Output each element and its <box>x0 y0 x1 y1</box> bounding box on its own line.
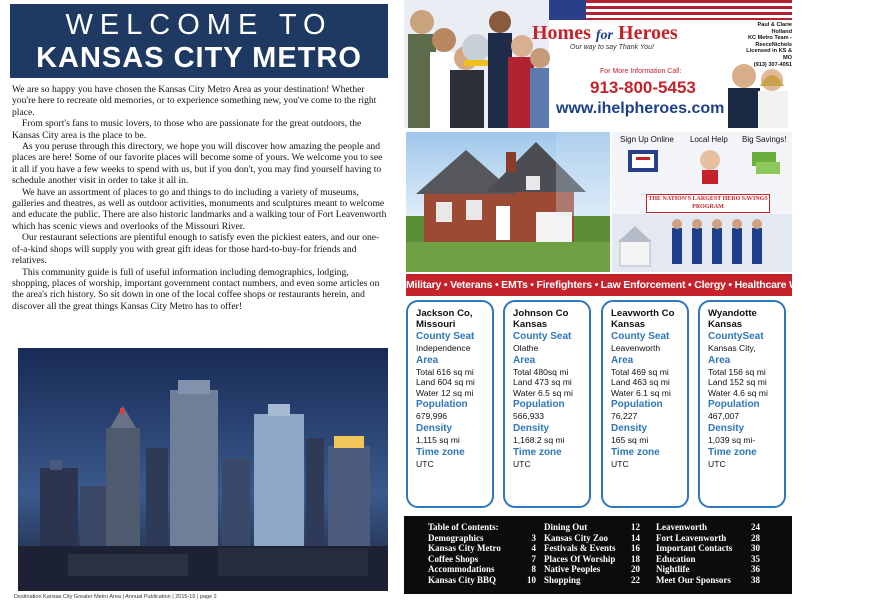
timezone-value: UTC <box>611 458 629 469</box>
population-value: 76,227 <box>611 411 638 422</box>
agent-line: Paul & Clarie Holland <box>757 22 792 35</box>
toc-entry-page: 7 <box>531 553 536 564</box>
density-heading: Density <box>708 422 745 434</box>
intro-paragraph-6: This community guide is full of useful information including demographics, lodging, shopping, places of worship, important government contact numbers, and even some articles on the area's rich history. So sit down in one of the local coffee shops or restaurants herein, and discover all the great things Kansas City Metro has to offer! <box>12 266 380 312</box>
area-heading: Area <box>708 354 731 366</box>
area-land: Land 463 sq mi <box>611 377 670 388</box>
population-value: 467,007 <box>708 411 740 422</box>
area-heading: Area <box>416 354 439 366</box>
toc-entry-page: 8 <box>531 564 536 575</box>
house-photo <box>406 132 610 272</box>
county-seat-value: Independence <box>416 343 471 353</box>
toc-entry-label: Fort Leavenworth <box>656 532 727 543</box>
toc-entry-page: 35 <box>751 553 760 564</box>
density-value: 1,039 sq mi- <box>708 434 756 445</box>
promo-panel <box>612 132 792 272</box>
toc-entry-label: Accommodations <box>428 564 495 575</box>
house-illustration <box>406 132 610 272</box>
agents-photo <box>722 56 792 128</box>
area-land: Land 604 sq mi <box>416 377 475 388</box>
toc-entry-label: Meet Our Sponsors <box>656 575 731 585</box>
intro-paragraph-2: From sport's fans to music lovers, to those who are passionate for the great outdoors, the Kansas City area is the place to be. <box>12 118 362 141</box>
area-land: Land 473 sq mi <box>513 377 572 388</box>
hero-categories-bar: Military • Veterans • EMTs • Firefighters • Law Enforcement • Clergy • Healthcare Workers • Teachers <box>406 274 792 296</box>
county-card-wyandotte <box>698 300 786 508</box>
toc-entry-page: 18 <box>631 553 640 564</box>
population-heading: Population <box>416 399 468 411</box>
timezone-heading: Time zone <box>416 446 465 458</box>
toc-entry-page: 12 <box>631 522 640 532</box>
area-total: Total 469 sq mi <box>611 366 669 377</box>
intro-text <box>12 84 388 312</box>
timezone-heading: Time zone <box>513 446 562 458</box>
density-heading: Density <box>611 422 648 434</box>
toc-entry-page: 3 <box>531 532 536 543</box>
county-state: Missouri <box>416 319 456 330</box>
population-value: 566,933 <box>513 411 545 422</box>
intro-paragraph-5: Our restaurant selections are plentiful enough to satisfy even the pickiest eaters, and our one-of-a-kind shops will supply you with great gift ideas for those hard-to-buy-for friends and relatives. <box>12 232 380 267</box>
area-total: Total 156 sq mi <box>708 366 766 377</box>
county-name: Wyandotte <box>708 308 757 319</box>
area-water: Water 12 sq mi <box>416 387 474 398</box>
county-card-johnson <box>503 300 591 508</box>
county-seat-heading: County Seat <box>416 331 475 342</box>
area-heading: Area <box>611 354 634 366</box>
toc-entry-label: Coffee Shops <box>428 553 479 564</box>
county-seat-heading: County Seat <box>611 331 670 342</box>
county-name: Johnson Co <box>513 308 569 319</box>
toc-entry-label: Kansas City Metro <box>428 543 501 554</box>
timezone-value: UTC <box>416 458 434 469</box>
population-heading: Population <box>611 399 663 411</box>
density-value: 1,115 sq mi <box>416 434 460 445</box>
heroes-group-photo <box>404 0 549 128</box>
toc-entry-page: 22 <box>631 575 640 585</box>
left-page <box>0 0 396 602</box>
toc-entry-page: 24 <box>751 522 760 532</box>
toc-entry-page: 36 <box>751 564 760 575</box>
intro-paragraph-4: We have an assortment of places to go and things to do including a variety of museums, galleries and theatres, as well as outdoor activities, monuments and sculptures meant to welcome and educate the public. There are also historic landmarks and a walking tour of Fort Leavenworth which has scenic views and overlooks of the Missouri River. <box>12 186 387 232</box>
area-total: Total 480sq mi <box>513 366 569 377</box>
toc-entry-page: 28 <box>751 532 760 543</box>
welcome-banner <box>10 4 388 78</box>
promo-label-local-help: Local Help <box>690 135 728 144</box>
logo-end: Heroes <box>618 22 678 44</box>
density-value: 165 sq mi <box>611 434 649 445</box>
county-seat-value: Olathe <box>513 343 539 353</box>
toc-entry-label: Native Peoples <box>544 564 601 575</box>
county-seat-value: Kansas City, <box>708 343 756 353</box>
toc-entry-page: 38 <box>751 575 760 585</box>
area-total: Total 616 sq mi <box>416 366 474 377</box>
intro-paragraph-1: We are so happy you have chosen the Kansas City Metro Area as your destination! Whether you're here to recreate old memories, or to experience something new, you've come to the right place. <box>12 84 377 118</box>
county-seat-heading: County Seat <box>513 331 572 342</box>
density-heading: Density <box>513 422 550 434</box>
timezone-value: UTC <box>513 458 531 469</box>
toc-entry-label: Kansas City BBQ <box>428 575 497 585</box>
toc-entry-label: Education <box>656 553 696 564</box>
toc-entry-page: 14 <box>631 532 640 543</box>
population-value: 679,996 <box>416 411 448 422</box>
county-name: Leavworth Co <box>611 308 675 319</box>
county-name: Jackson Co, <box>416 308 473 319</box>
county-seat-value: Leavenworth <box>611 343 661 353</box>
toc-entry-label: Important Contacts <box>656 543 733 554</box>
right-page <box>404 0 882 602</box>
agent-line: Licensed in KS & MO <box>746 48 792 61</box>
savings-program-badge: THE NATION'S LARGEST HERO SAVINGS PROGRAM <box>646 194 770 213</box>
area-water: Water 6.1 sq mi <box>611 387 671 398</box>
promo-label-sign-up: Sign Up Online <box>620 135 674 144</box>
timezone-value: UTC <box>708 458 726 469</box>
county-card-jackson <box>406 300 494 508</box>
toc-entry-page: 4 <box>531 543 536 554</box>
toc-entry-label: Leavenworth <box>656 522 707 532</box>
population-heading: Population <box>708 399 760 411</box>
ad-tagline: Our way to say Thank You! <box>570 44 654 51</box>
skyline-illustration <box>18 348 388 591</box>
toc-entry-label: Shopping <box>544 575 581 585</box>
area-water: Water 4.6 sq mi <box>708 387 768 398</box>
population-heading: Population <box>513 399 565 411</box>
toc-entry-label: Dining Out <box>544 522 588 532</box>
toc-entry-page: 10 <box>527 575 536 585</box>
toc-entry-page: 16 <box>631 543 640 554</box>
area-water: Water 6.5 sq mi <box>513 387 573 398</box>
area-land: Land 152 sq mi <box>708 377 767 388</box>
county-state: Kansas <box>611 319 646 330</box>
county-facts <box>404 300 794 514</box>
promo-label-big-savings: Big Savings! <box>742 135 787 144</box>
toc-entry-page: 20 <box>631 564 640 575</box>
banner-line-1: WELCOME TO <box>65 9 333 41</box>
toc-entry-page: 30 <box>751 543 760 554</box>
county-card-leavenworth <box>601 300 689 508</box>
agent-line: (913) 307-4051 <box>753 61 792 68</box>
toc-entry-label: Demographics <box>428 532 484 543</box>
footer-left: Destination Kansas City Greater Metro Area | Annual Publication | 2015-16 | page 2 <box>14 594 217 600</box>
timezone-heading: Time zone <box>708 446 757 458</box>
ad-website[interactable]: www.ihelpheroes.com <box>556 100 725 117</box>
toc-entry-label: Places Of Worship <box>544 553 616 564</box>
density-value: 1,168.2 sq mi <box>513 434 565 445</box>
toc-entry-label: Festivals & Events <box>544 543 616 554</box>
toc-entry-label: Table of Contents: <box>428 522 499 532</box>
agent-line: KC Metro Team - ReeceNichols <box>747 35 792 48</box>
skyline-photo <box>18 348 388 591</box>
density-heading: Density <box>416 422 453 434</box>
intro-paragraph-3: As you peruse through this directory, we hope you will discover how amazing the people and places are here! Some of our favorite places will become some of yours. We welcome you to see it all if you have a few weeks to spend with us, but if you don't, you may find yourself having to schedule another visit in order to take it all in. <box>12 141 383 187</box>
homes-for-heroes-logo <box>532 22 678 45</box>
county-state: Kansas <box>513 319 548 330</box>
logo-main: Homes <box>532 22 591 44</box>
toc-entry-label: Nightlife <box>656 564 690 575</box>
banner-line-2: KANSAS CITY METRO <box>36 42 362 74</box>
county-seat-heading: CountySeat <box>708 331 764 342</box>
ad-phone[interactable]: 913-800-5453 <box>590 78 696 97</box>
homes-for-heroes-ad <box>404 0 790 128</box>
logo-for: for <box>595 28 614 43</box>
toc-entry-label: Kansas City Zoo <box>544 532 609 543</box>
county-state: Kansas <box>708 319 743 330</box>
timezone-heading: Time zone <box>611 446 660 458</box>
more-info-label: For More Information Call: <box>600 68 682 75</box>
area-heading: Area <box>513 354 536 366</box>
table-of-contents <box>404 516 792 594</box>
